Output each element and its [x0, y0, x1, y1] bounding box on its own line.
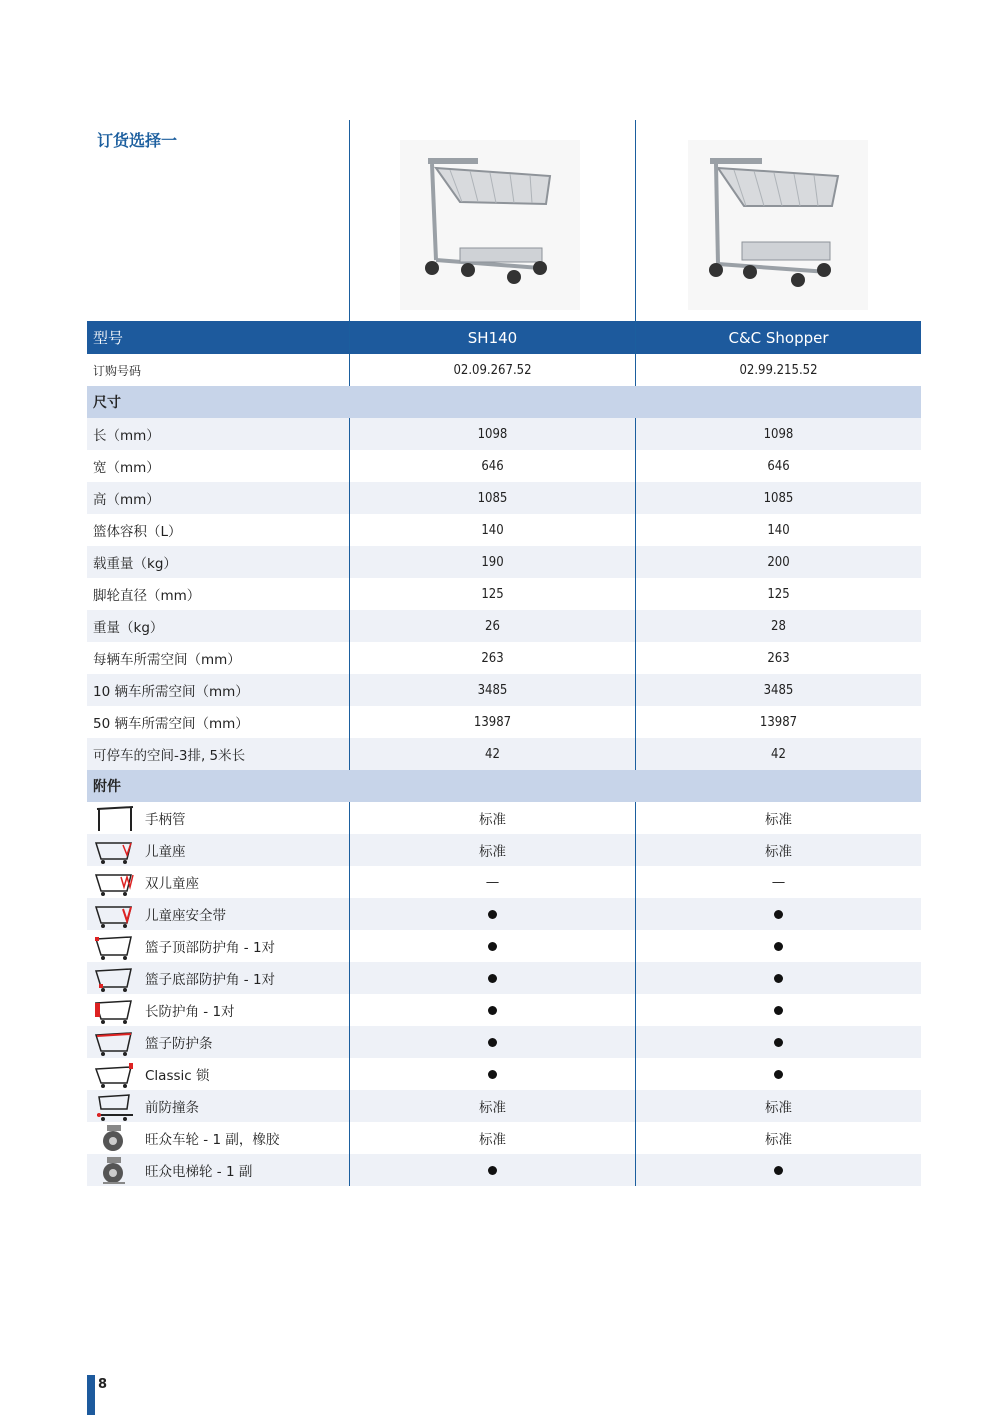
- row-value-p2: [635, 866, 921, 898]
- accessories-rows: [87, 802, 921, 1186]
- table-row: [87, 1026, 921, 1058]
- table-row: [87, 1058, 921, 1090]
- table-row: [87, 738, 921, 770]
- table-row: [87, 1154, 921, 1186]
- child-seat-icon: [93, 835, 137, 865]
- table-row: [87, 642, 921, 674]
- row-value-p2: [635, 1026, 921, 1058]
- row-value: 标准: [479, 1100, 506, 1116]
- included-dot-icon: [774, 1006, 783, 1015]
- row-value-p2: [635, 1058, 921, 1090]
- row-value-p2: 140: [635, 514, 921, 546]
- row-value-p2: 263: [635, 642, 921, 674]
- header-product-1: SH140: [349, 321, 635, 354]
- row-label: 篮子底部防护角 - 1对: [145, 972, 276, 988]
- child-seat-belt-icon: [93, 899, 137, 929]
- row-value-p2: [635, 994, 921, 1026]
- row-value-p2: 1085: [635, 482, 921, 514]
- table-row: [87, 514, 921, 546]
- caster-wheel-icon: [93, 1123, 137, 1153]
- accessory-label-cell: [87, 1122, 349, 1154]
- row-label: 旺众电梯轮 - 1 副: [145, 1164, 253, 1180]
- table-row: [87, 610, 921, 642]
- row-value-p1: [349, 866, 635, 898]
- table-row: [87, 1090, 921, 1122]
- page-marker-bar: [87, 1375, 95, 1415]
- dimensions-rows: [87, 418, 921, 770]
- row-label: 篮体容积（L）: [93, 524, 182, 540]
- basket-bumper-strip-icon: [93, 1027, 137, 1057]
- double-child-seat-icon: [93, 867, 137, 897]
- row-value-p1: 263: [349, 642, 635, 674]
- accessory-label-cell: [87, 802, 349, 834]
- row-value-p1: 42: [349, 738, 635, 770]
- row-value: —: [485, 874, 500, 890]
- row-label: 10 辆车所需空间（mm）: [93, 684, 249, 700]
- row-value-p2: 28: [635, 610, 921, 642]
- row-value-p1: [349, 898, 635, 930]
- table-row: [87, 802, 921, 834]
- row-value-p2: 3485: [635, 674, 921, 706]
- row-value-p1: [349, 1122, 635, 1154]
- accessory-label-cell: [87, 898, 349, 930]
- table-row: [87, 898, 921, 930]
- row-value-p1: [349, 1090, 635, 1122]
- included-dot-icon: [488, 1070, 497, 1079]
- table-row: [87, 706, 921, 738]
- section-title: 订货选择一: [97, 131, 178, 150]
- table-header-row: [87, 321, 921, 354]
- row-label: 脚轮直径（mm）: [93, 588, 201, 604]
- accessory-label-cell: [87, 834, 349, 866]
- row-value-p2: 13987: [635, 706, 921, 738]
- row-label: 旺众车轮 - 1 副，橡胶: [145, 1132, 280, 1148]
- row-label: 重量（kg）: [93, 620, 164, 636]
- table-row: [87, 930, 921, 962]
- row-label: 手柄管: [145, 812, 186, 828]
- basket-top-corner-guard-icon: [93, 931, 137, 961]
- escalator-wheel-icon: [93, 1155, 137, 1185]
- included-dot-icon: [488, 1038, 497, 1047]
- row-value-p2: [635, 962, 921, 994]
- included-dot-icon: [488, 974, 497, 983]
- row-label: 50 辆车所需空间（mm）: [93, 716, 249, 732]
- order-code-row: [87, 354, 921, 386]
- table-row: [87, 994, 921, 1026]
- product-image-sh140: [400, 140, 580, 310]
- row-label: 前防撞条: [145, 1100, 199, 1116]
- row-value-p2: [635, 834, 921, 866]
- row-value-p1: [349, 802, 635, 834]
- row-value-p1: 646: [349, 450, 635, 482]
- row-label: 可停车的空间-3排, 5米长: [93, 748, 246, 764]
- row-value-p1: 140: [349, 514, 635, 546]
- table-row: [87, 418, 921, 450]
- row-value-p2: 125: [635, 578, 921, 610]
- row-label: 篮子顶部防护角 - 1对: [145, 940, 276, 956]
- page-number: 8: [98, 1377, 108, 1392]
- row-value-p1: 190: [349, 546, 635, 578]
- table-row: [87, 866, 921, 898]
- row-label: 长（mm）: [93, 428, 160, 444]
- row-value: 标准: [765, 1100, 792, 1116]
- row-value-p2: [635, 898, 921, 930]
- header-product-2: C&C Shopper: [635, 321, 921, 354]
- accessory-label-cell: [87, 994, 349, 1026]
- order-code-label: 订购号码: [93, 363, 142, 378]
- row-value: 标准: [479, 812, 506, 828]
- row-value: 标准: [479, 1132, 506, 1148]
- row-label: 载重量（kg）: [93, 556, 177, 572]
- row-value: —: [771, 874, 786, 890]
- row-label: 篮子防护条: [145, 1036, 213, 1052]
- table-row: [87, 1122, 921, 1154]
- row-value-p2: [635, 1154, 921, 1186]
- table-row: [87, 482, 921, 514]
- row-label: 宽（mm）: [93, 460, 160, 476]
- order-code-p1: 02.09.267.52: [349, 354, 635, 386]
- accessory-label-cell: [87, 962, 349, 994]
- included-dot-icon: [488, 942, 497, 951]
- row-value-p1: 1085: [349, 482, 635, 514]
- accessory-label-cell: [87, 1154, 349, 1186]
- row-value-p2: 1098: [635, 418, 921, 450]
- included-dot-icon: [774, 1070, 783, 1079]
- row-value-p1: [349, 1058, 635, 1090]
- row-value-p2: 42: [635, 738, 921, 770]
- row-value-p1: [349, 1154, 635, 1186]
- table-row: [87, 450, 921, 482]
- handle-tube-icon: [93, 803, 137, 833]
- included-dot-icon: [774, 1166, 783, 1175]
- accessory-label-cell: [87, 930, 349, 962]
- accessory-label-cell: [87, 866, 349, 898]
- row-value-p1: 13987: [349, 706, 635, 738]
- basket-bottom-corner-guard-icon: [93, 963, 137, 993]
- included-dot-icon: [774, 910, 783, 919]
- accessory-label-cell: [87, 1090, 349, 1122]
- included-dot-icon: [774, 974, 783, 983]
- row-label: 儿童座安全带: [145, 908, 226, 924]
- row-label: Classic 锁: [145, 1068, 210, 1084]
- row-label: 每辆车所需空间（mm）: [93, 652, 241, 668]
- row-value-p1: 125: [349, 578, 635, 610]
- row-value: 标准: [765, 812, 792, 828]
- table-row: [87, 962, 921, 994]
- table-row: [87, 578, 921, 610]
- front-bumper-icon: [93, 1091, 137, 1121]
- row-value-p1: 26: [349, 610, 635, 642]
- included-dot-icon: [774, 1038, 783, 1047]
- row-value-p2: 646: [635, 450, 921, 482]
- row-value-p1: 3485: [349, 674, 635, 706]
- row-value: 标准: [765, 844, 792, 860]
- row-value: 标准: [765, 1132, 792, 1148]
- accessory-label-cell: [87, 1026, 349, 1058]
- row-label: 高（mm）: [93, 492, 160, 508]
- order-code-p2: 02.99.215.52: [635, 354, 921, 386]
- dimensions-section-header: [87, 386, 921, 418]
- table-row: [87, 834, 921, 866]
- accessory-label-cell: [87, 1058, 349, 1090]
- product-image-cc-shopper: [688, 140, 868, 310]
- specs-table: [87, 321, 921, 1186]
- row-value: 标准: [479, 844, 506, 860]
- included-dot-icon: [488, 910, 497, 919]
- classic-lock-icon: [93, 1059, 137, 1089]
- row-label: 长防护角 - 1对: [145, 1004, 235, 1020]
- row-value-p1: 1098: [349, 418, 635, 450]
- row-value-p2: [635, 1090, 921, 1122]
- row-value-p2: 200: [635, 546, 921, 578]
- row-value-p1: [349, 834, 635, 866]
- dimensions-section-label: 尺寸: [93, 395, 121, 411]
- accessories-section-header: [87, 770, 921, 802]
- row-label: 儿童座: [145, 844, 186, 860]
- row-value-p1: [349, 930, 635, 962]
- row-value-p1: [349, 1026, 635, 1058]
- row-value-p2: [635, 802, 921, 834]
- included-dot-icon: [488, 1006, 497, 1015]
- table-row: [87, 674, 921, 706]
- long-corner-guard-icon: [93, 995, 137, 1025]
- row-label: 双儿童座: [145, 876, 199, 892]
- row-value-p1: [349, 962, 635, 994]
- accessories-section-label: 附件: [93, 779, 121, 795]
- included-dot-icon: [488, 1166, 497, 1175]
- row-value-p2: [635, 930, 921, 962]
- included-dot-icon: [774, 942, 783, 951]
- table-row: [87, 546, 921, 578]
- row-value-p2: [635, 1122, 921, 1154]
- row-value-p1: [349, 994, 635, 1026]
- header-model-label: 型号: [93, 329, 124, 347]
